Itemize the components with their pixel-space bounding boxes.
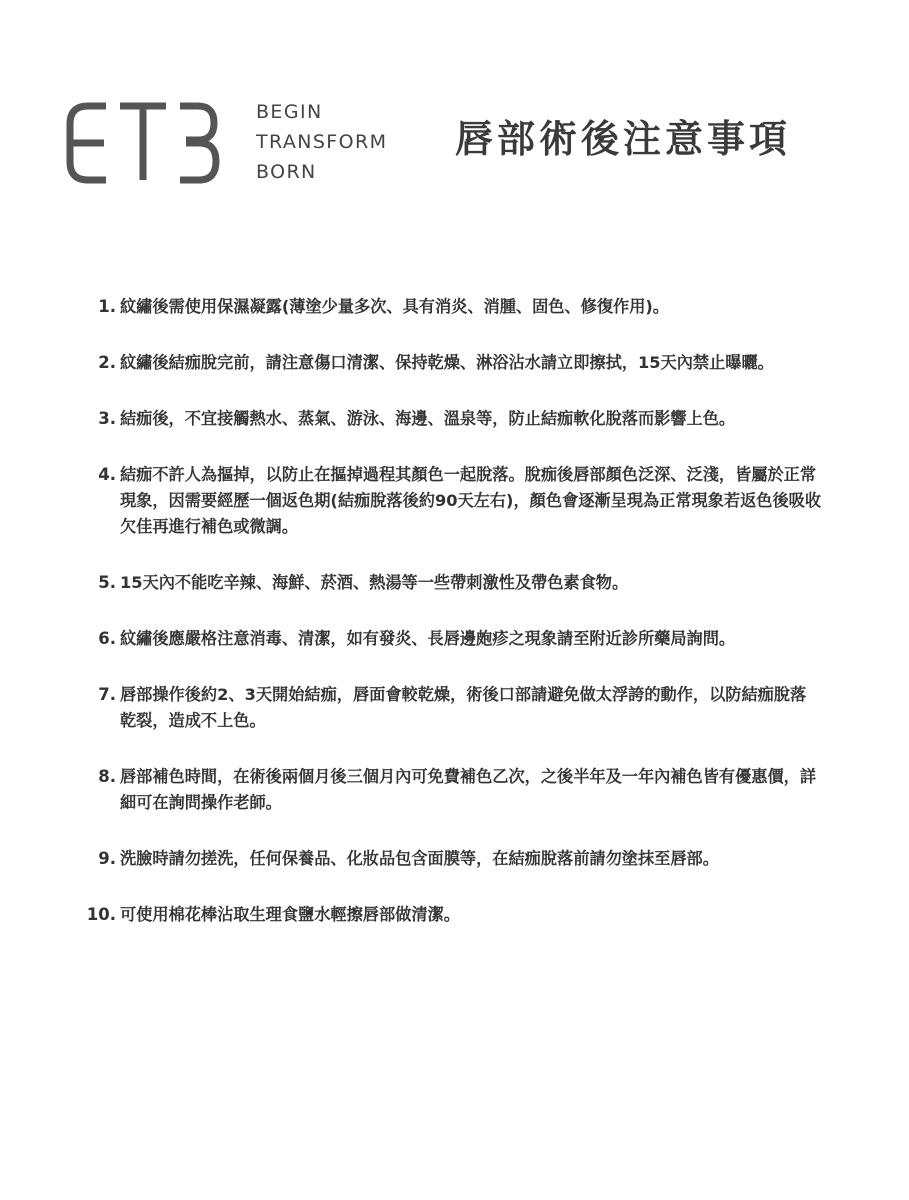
item-text: 可使用棉花棒沾取生理食鹽水輕擦唇部做清潔。 xyxy=(120,905,460,924)
list-item xyxy=(82,764,822,816)
list-item xyxy=(82,406,822,432)
list-item xyxy=(82,294,822,320)
item-number: 9. xyxy=(98,849,116,868)
item-number: 7. xyxy=(98,685,116,704)
item-text: 紋繡後應嚴格注意消毒、清潔，如有發炎、長唇邊皰疹之現象請至附近診所藥局詢問。 xyxy=(120,629,736,648)
list-item xyxy=(82,626,822,652)
item-text: 唇部操作後約2、3天開始結痂，唇面會較乾燥，術後口部請避免做太浮誇的動作，以防結痂脫落乾裂，造成不上色。 xyxy=(120,685,807,730)
list-item xyxy=(82,902,822,928)
etb-logo-mark xyxy=(66,102,220,184)
logo-words xyxy=(256,97,426,187)
item-number: 4. xyxy=(98,465,116,484)
logo-word-transform: TRANSFORM xyxy=(256,131,388,153)
item-text: 結痂不許人為摳掉，以防止在摳掉過程其顏色一起脫落。脫痂後唇部顏色泛深、泛淺，皆屬於正常現象，因需要經歷一個返色期(結痂脫落後約90天左右)，顏色會逐漸呈現為正常現象若返色後吸收欠佳再進行補色或微調。 xyxy=(120,465,822,536)
item-number: 5. xyxy=(98,573,116,592)
item-text: 結痂後，不宜接觸熱水、蒸氣、游泳、海邊、溫泉等，防止結痂軟化脫落而影響上色。 xyxy=(120,409,736,428)
item-text: 紋繡後結痂脫完前，請注意傷口清潔、保持乾燥、淋浴沾水請立即擦拭，15天內禁止曝曬。 xyxy=(120,353,774,372)
item-text: 洗臉時請勿搓洗，任何保養品、化妝品包含面膜等，在結痂脫落前請勿塗抹至唇部。 xyxy=(120,849,719,868)
instructions-list xyxy=(82,294,822,958)
logo-word-begin: BEGIN xyxy=(256,101,323,123)
item-text: 15天內不能吃辛辣、海鮮、菸酒、熱湯等一些帶刺激性及帶色素食物。 xyxy=(120,573,629,592)
item-number: 6. xyxy=(98,629,116,648)
page-title: 唇部術後注意事項 xyxy=(455,116,792,161)
logo-word-born: BORN xyxy=(256,161,317,183)
list-item xyxy=(82,682,822,734)
list-item xyxy=(82,846,822,872)
item-number: 2. xyxy=(98,353,116,372)
list-item xyxy=(82,462,822,540)
item-number: 3. xyxy=(98,409,116,428)
item-number: 1. xyxy=(98,297,116,316)
item-number: 8. xyxy=(98,767,116,786)
header xyxy=(0,0,909,230)
item-number: 10. xyxy=(86,905,116,924)
item-text: 唇部補色時間，在術後兩個月後三個月內可免費補色乙次，之後半年及一年內補色皆有優惠價，詳細可在詢問操作老師。 xyxy=(120,767,817,812)
item-text: 紋繡後需使用保濕凝露(薄塗少量多次、具有消炎、消腫、固色、修復作用)。 xyxy=(120,297,669,316)
list-item xyxy=(82,350,822,376)
list-item xyxy=(82,570,822,596)
